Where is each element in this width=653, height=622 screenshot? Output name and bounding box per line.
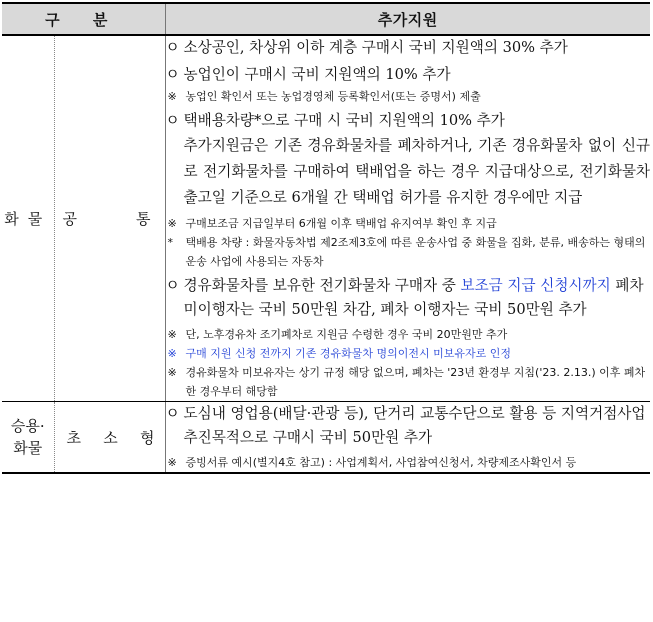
bullet-item: ㅇ 택배용차량*으로 구매 시 국비 지원액의 10% 추가 (165, 112, 505, 129)
note-item: ※ 경유화물차 미보유자는 상기 규정 해당 없으며, 폐차는 '23년 환경부 지침('23. 2.13.) 이후 폐차한 경우부터 해당함 (167, 366, 646, 398)
bullet-item: ㅇ 경유화물차를 보유한 전기화물차 구매자 중 보조금 지급 신청시까지 폐차 미이행자는 국비 50만원 차감, 폐차 이행자는 국비 50만원 추가 (165, 277, 644, 318)
paragraph-text: 추가지원금은 기존 경유화물차를 폐차하거나, 기존 경유화물차 없이 신규로 전기화물차를 구매하여 택배업을 하는 경우 지급대상으로, 전기화물차 출고일 기준으로 6개월 간 택배업 허가를 유지한 경우에만 지급 (183, 137, 651, 206)
note-item: ※ 농업인 확인서 또는 농업경영체 등록확인서(또는 증명서) 제출 (167, 90, 481, 103)
subcategory-char: 공 (62, 210, 77, 228)
subcategory-micro (54, 402, 165, 474)
bullet-item: ㅇ 소상공인, 차상위 이하 계층 구매시 국비 지원액의 30% 추가 (165, 39, 568, 56)
note-item-highlight: ※ 구매 지원 신청 전까지 기존 경유화물차 명의이전시 미보유자로 인정 (167, 347, 512, 360)
note-item: ※ 증빙서류 예시(별지4호 참고) : 사업계획서, 사업참여신청서, 차량제조사확인서 등 (167, 456, 577, 469)
highlight-text: 보조금 지급 신청시까지 (460, 277, 611, 294)
footnote-item: * 택배용 차량 : 화물자동차법 제2조제3호에 따른 운송사업 중 화물을 집화, 분류, 배송하는 형태의 운송 사업에 사용되는 자동차 (167, 236, 646, 268)
header-category: 구 분 (2, 3, 165, 35)
row-truck-common (2, 35, 650, 402)
category-truck: 화물 (2, 35, 54, 402)
subcategory-char: 소 (103, 428, 118, 447)
row-passenger-truck-micro (2, 402, 650, 474)
support-details-common (165, 35, 650, 402)
category-passenger-truck: 승용· 화물 (2, 402, 54, 474)
support-details-micro (165, 402, 650, 474)
note-item: ※ 단, 노후경유차 조기폐차로 지원금 수령한 경우 국비 20만원만 추가 (167, 328, 508, 341)
bullet-item: ㅇ 도심내 영업용(배달·관광 등), 단거리 교통수단으로 활용 등 지역거점사업 추진목적으로 구매시 국비 50만원 추가 (165, 405, 646, 446)
subcategory-char: 형 (140, 428, 155, 447)
note-item: ※ 구매보조금 지급일부터 6개월 이후 택배업 유지여부 확인 후 지급 (167, 217, 497, 230)
bullet-item: ㅇ 농업인이 구매시 국비 지원액의 10% 추가 (165, 66, 451, 83)
subsidy-table (2, 2, 650, 474)
header-row (2, 3, 650, 35)
subcategory-char: 초 (66, 428, 81, 447)
subcategory-common (54, 35, 165, 402)
subcategory-char: 통 (136, 210, 151, 228)
header-additional-support: 추가지원 (165, 3, 650, 35)
